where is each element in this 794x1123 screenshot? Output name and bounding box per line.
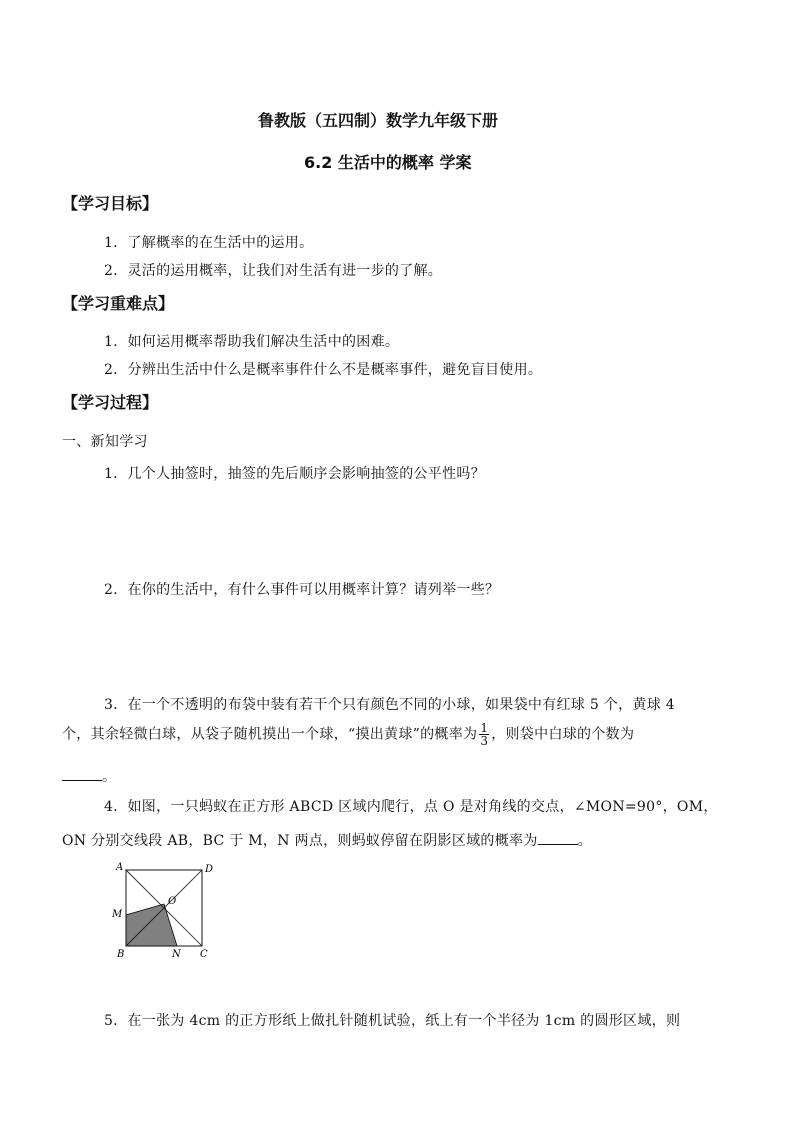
answer-blank-q3[interactable] <box>62 768 102 781</box>
shaded-region <box>126 904 177 946</box>
label-o: O <box>168 896 177 907</box>
key-points-heading: 【学习重难点】 <box>62 294 175 313</box>
key-point-item-2: 2．分辨出生活中什么是概率事件什么不是概率事件，避免盲目使用。 <box>104 362 543 378</box>
answer-blank-q4[interactable] <box>538 832 578 845</box>
square-figure <box>108 860 220 960</box>
question-2: 2．在你的生活中，有什么事件可以用概率计算？请列举一些？ <box>104 582 500 598</box>
process-heading: 【学习过程】 <box>62 393 159 412</box>
label-c: C <box>200 949 208 960</box>
section-new-knowledge: 一、新知学习 <box>62 434 148 450</box>
document-title: 鲁教版（五四制）数学九年级下册 <box>258 111 499 130</box>
question-4-line-2 <box>62 830 592 850</box>
fraction-denominator: 3 <box>480 734 489 748</box>
question-4-text-a: ON 分别交线段 AB，BC 于 M，N 两点，则蚂蚁停留在阴影区域的概率为 <box>62 833 538 849</box>
label-a: A <box>116 862 124 873</box>
lesson-title: 6.2 生活中的概率 学案 <box>304 153 472 172</box>
question-4-end: 。 <box>577 833 592 849</box>
fraction-numerator: 1 <box>480 721 489 735</box>
question-4-line-1: 4．如图，一只蚂蚁在正方形 ABCD 区域内爬行，点 O 是对角线的交点，∠MON=90°，OM， <box>104 799 718 815</box>
label-b: B <box>117 949 125 960</box>
label-n: N <box>172 949 181 960</box>
label-d: D <box>205 864 214 875</box>
question-3-line-2 <box>62 722 634 747</box>
objectives-heading: 【学习目标】 <box>62 194 159 213</box>
question-3-line-1: 3．在一个不透明的布袋中装有若干个只有颜色不同的小球，如果袋中有红球 5 个，黄球 4 <box>104 697 675 713</box>
question-3-text-b: ，则袋中白球的个数为 <box>491 726 635 743</box>
probability-fraction <box>479 722 489 747</box>
label-m: M <box>112 909 123 920</box>
question-3-line-3 <box>62 766 116 786</box>
question-1: 1．几个人抽签时，抽签的先后顺序会影响抽签的公平性吗？ <box>104 466 486 482</box>
question-3-text-a: 个，其余轻微白球，从袋子随机摸出一个球，“摸出黄球”的概率为 <box>62 726 478 743</box>
objective-item-1: 1．了解概率的在生活中的运用。 <box>104 235 314 251</box>
question-5: 5．在一张为 4cm 的正方形纸上做扎针随机试验，纸上有一个半径为 1cm 的圆形区域，则 <box>104 1013 681 1029</box>
objective-item-2: 2．灵活的运用概率，让我们对生活有进一步的了解。 <box>104 263 443 279</box>
question-3-end: 。 <box>102 769 117 785</box>
key-point-item-1: 1．如何运用概率帮助我们解决生活中的困难。 <box>104 334 400 350</box>
